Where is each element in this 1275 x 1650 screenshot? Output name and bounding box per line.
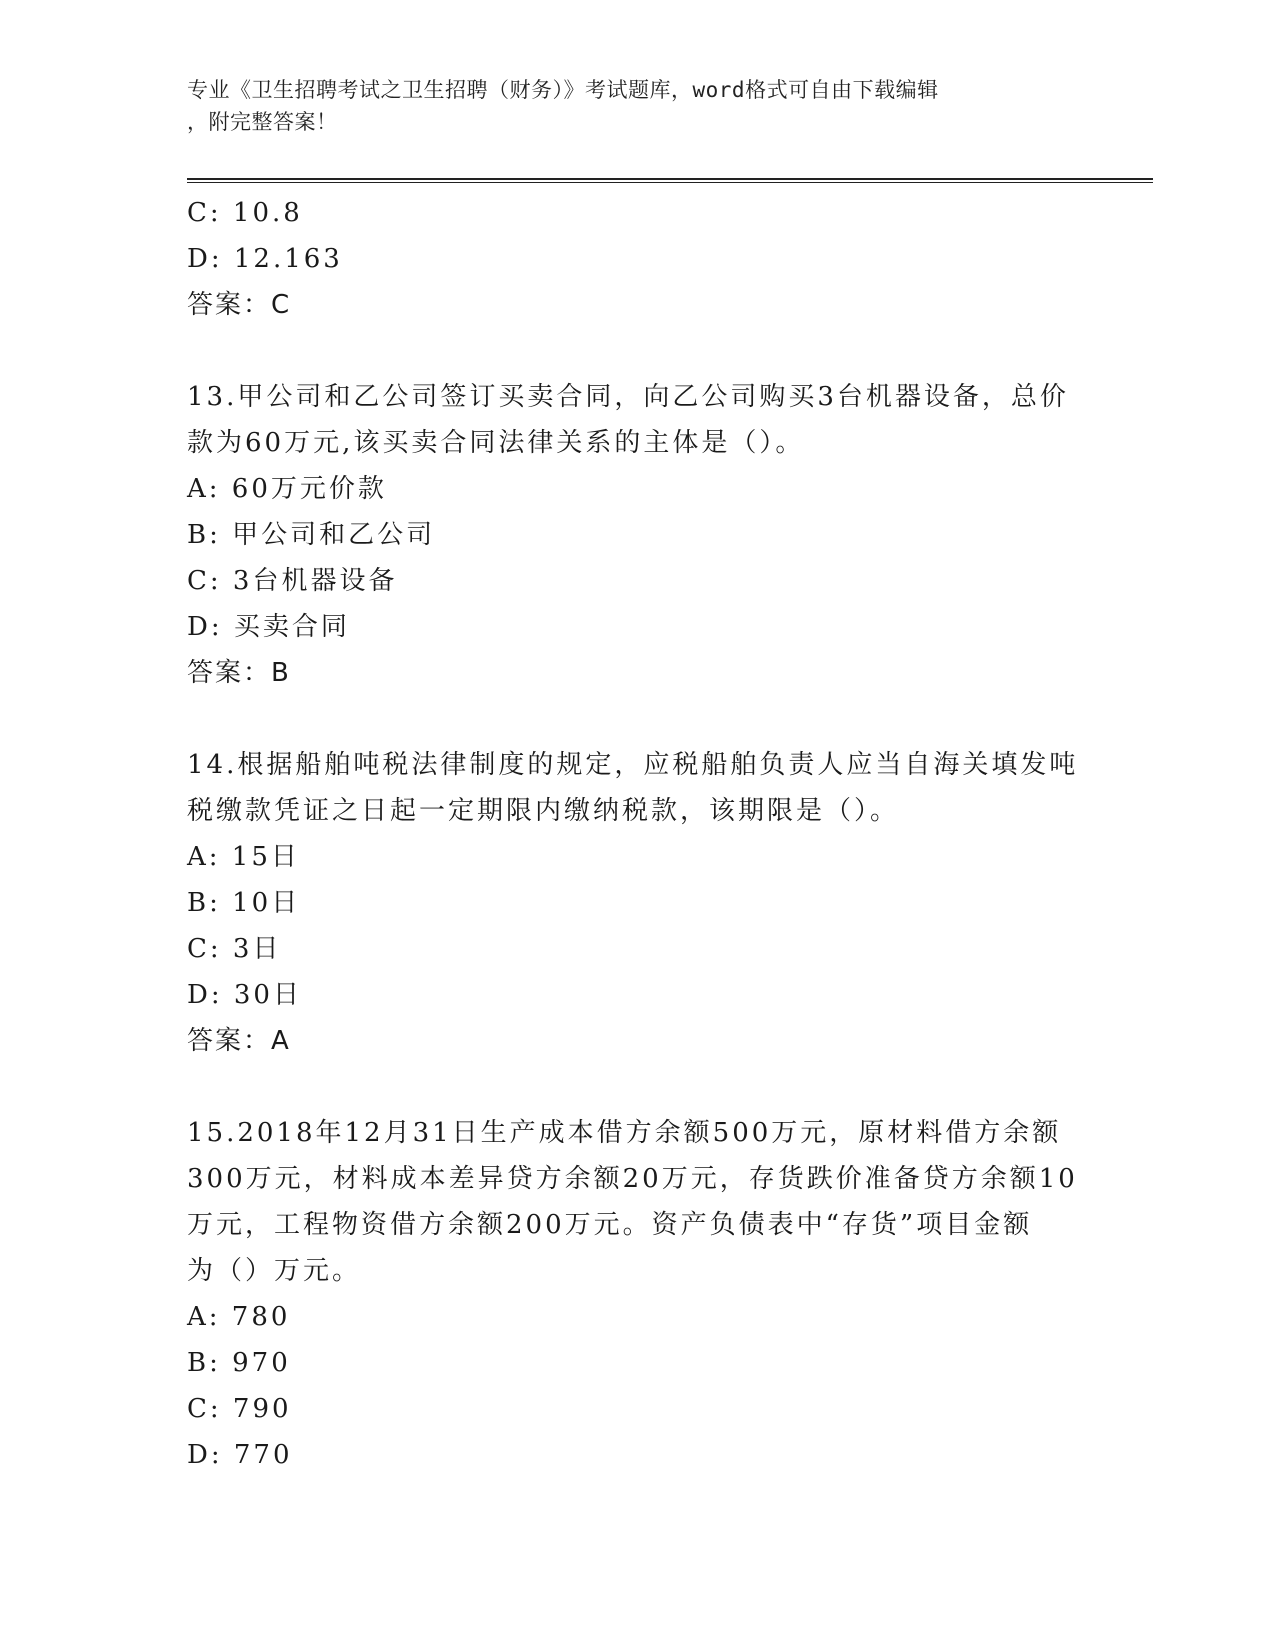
q12-option-d: D: 12.163 bbox=[187, 244, 343, 274]
q14-stem-line: 税缴款凭证之日起一定期限内缴纳税款，该期限是（）。 bbox=[187, 796, 900, 826]
q15-stem-line: 为（）万元。 bbox=[187, 1256, 362, 1286]
header-title-line2: ，附完整答案！ bbox=[187, 110, 338, 134]
q14-option-c: C: 3日 bbox=[187, 934, 282, 964]
spacer bbox=[187, 328, 1087, 374]
question-14 bbox=[187, 742, 1087, 1064]
q12-answer: 答案：C bbox=[187, 290, 292, 320]
question-13 bbox=[187, 374, 1087, 696]
q14-option-a: A: 15日 bbox=[187, 842, 300, 872]
q13-option-d: D: 买卖合同 bbox=[187, 612, 350, 642]
q15-option-a: A: 780 bbox=[187, 1302, 291, 1332]
page-header bbox=[187, 74, 1067, 138]
q14-option-b: B: 10日 bbox=[187, 888, 301, 918]
q14-option-d: D: 30日 bbox=[187, 980, 302, 1010]
q15-stem-line: 万元，工程物资借方余额200万元。资产负债表中“存货”项目金额 bbox=[187, 1210, 1033, 1240]
q13-answer: 答案：B bbox=[187, 658, 291, 688]
question-list bbox=[187, 190, 1087, 1478]
q13-option-a: A: 60万元价款 bbox=[187, 474, 387, 504]
q13-option-c: C: 3台机器设备 bbox=[187, 566, 398, 596]
q14-stem-line: 14.根据船舶吨税法律制度的规定，应税船舶负责人应当自海关填发吨 bbox=[187, 750, 1079, 780]
header-title-line1: 专业《卫生招聘考试之卫生招聘（财务）》考试题库，word格式可自由下载编辑 bbox=[187, 78, 939, 102]
q15-option-d: D: 770 bbox=[187, 1440, 293, 1470]
q13-stem bbox=[187, 374, 1077, 466]
q14-stem bbox=[187, 742, 1077, 834]
q14-answer: 答案：A bbox=[187, 1026, 291, 1056]
spacer bbox=[187, 1064, 1087, 1110]
q13-option-b: B: 甲公司和乙公司 bbox=[187, 520, 436, 550]
q13-stem-line: 款为60万元,该买卖合同法律关系的主体是（）。 bbox=[187, 428, 805, 458]
q15-option-c: C: 790 bbox=[187, 1394, 292, 1424]
q12-option-c: C: 10.8 bbox=[187, 198, 303, 228]
question-12 bbox=[187, 190, 1087, 328]
q15-stem bbox=[187, 1110, 1077, 1294]
question-15 bbox=[187, 1110, 1087, 1478]
q15-stem-line: 15.2018年12月31日生产成本借方余额500万元，原材料借方余额 bbox=[187, 1118, 1062, 1148]
spacer bbox=[187, 696, 1087, 742]
q13-stem-line: 13.甲公司和乙公司签订买卖合同，向乙公司购买3台机器设备，总价 bbox=[187, 382, 1069, 412]
q15-stem-line: 300万元，材料成本差异贷方余额20万元，存货跌价准备贷方余额10 bbox=[187, 1164, 1078, 1194]
header-divider bbox=[187, 178, 1153, 183]
q15-option-b: B: 970 bbox=[187, 1348, 291, 1378]
